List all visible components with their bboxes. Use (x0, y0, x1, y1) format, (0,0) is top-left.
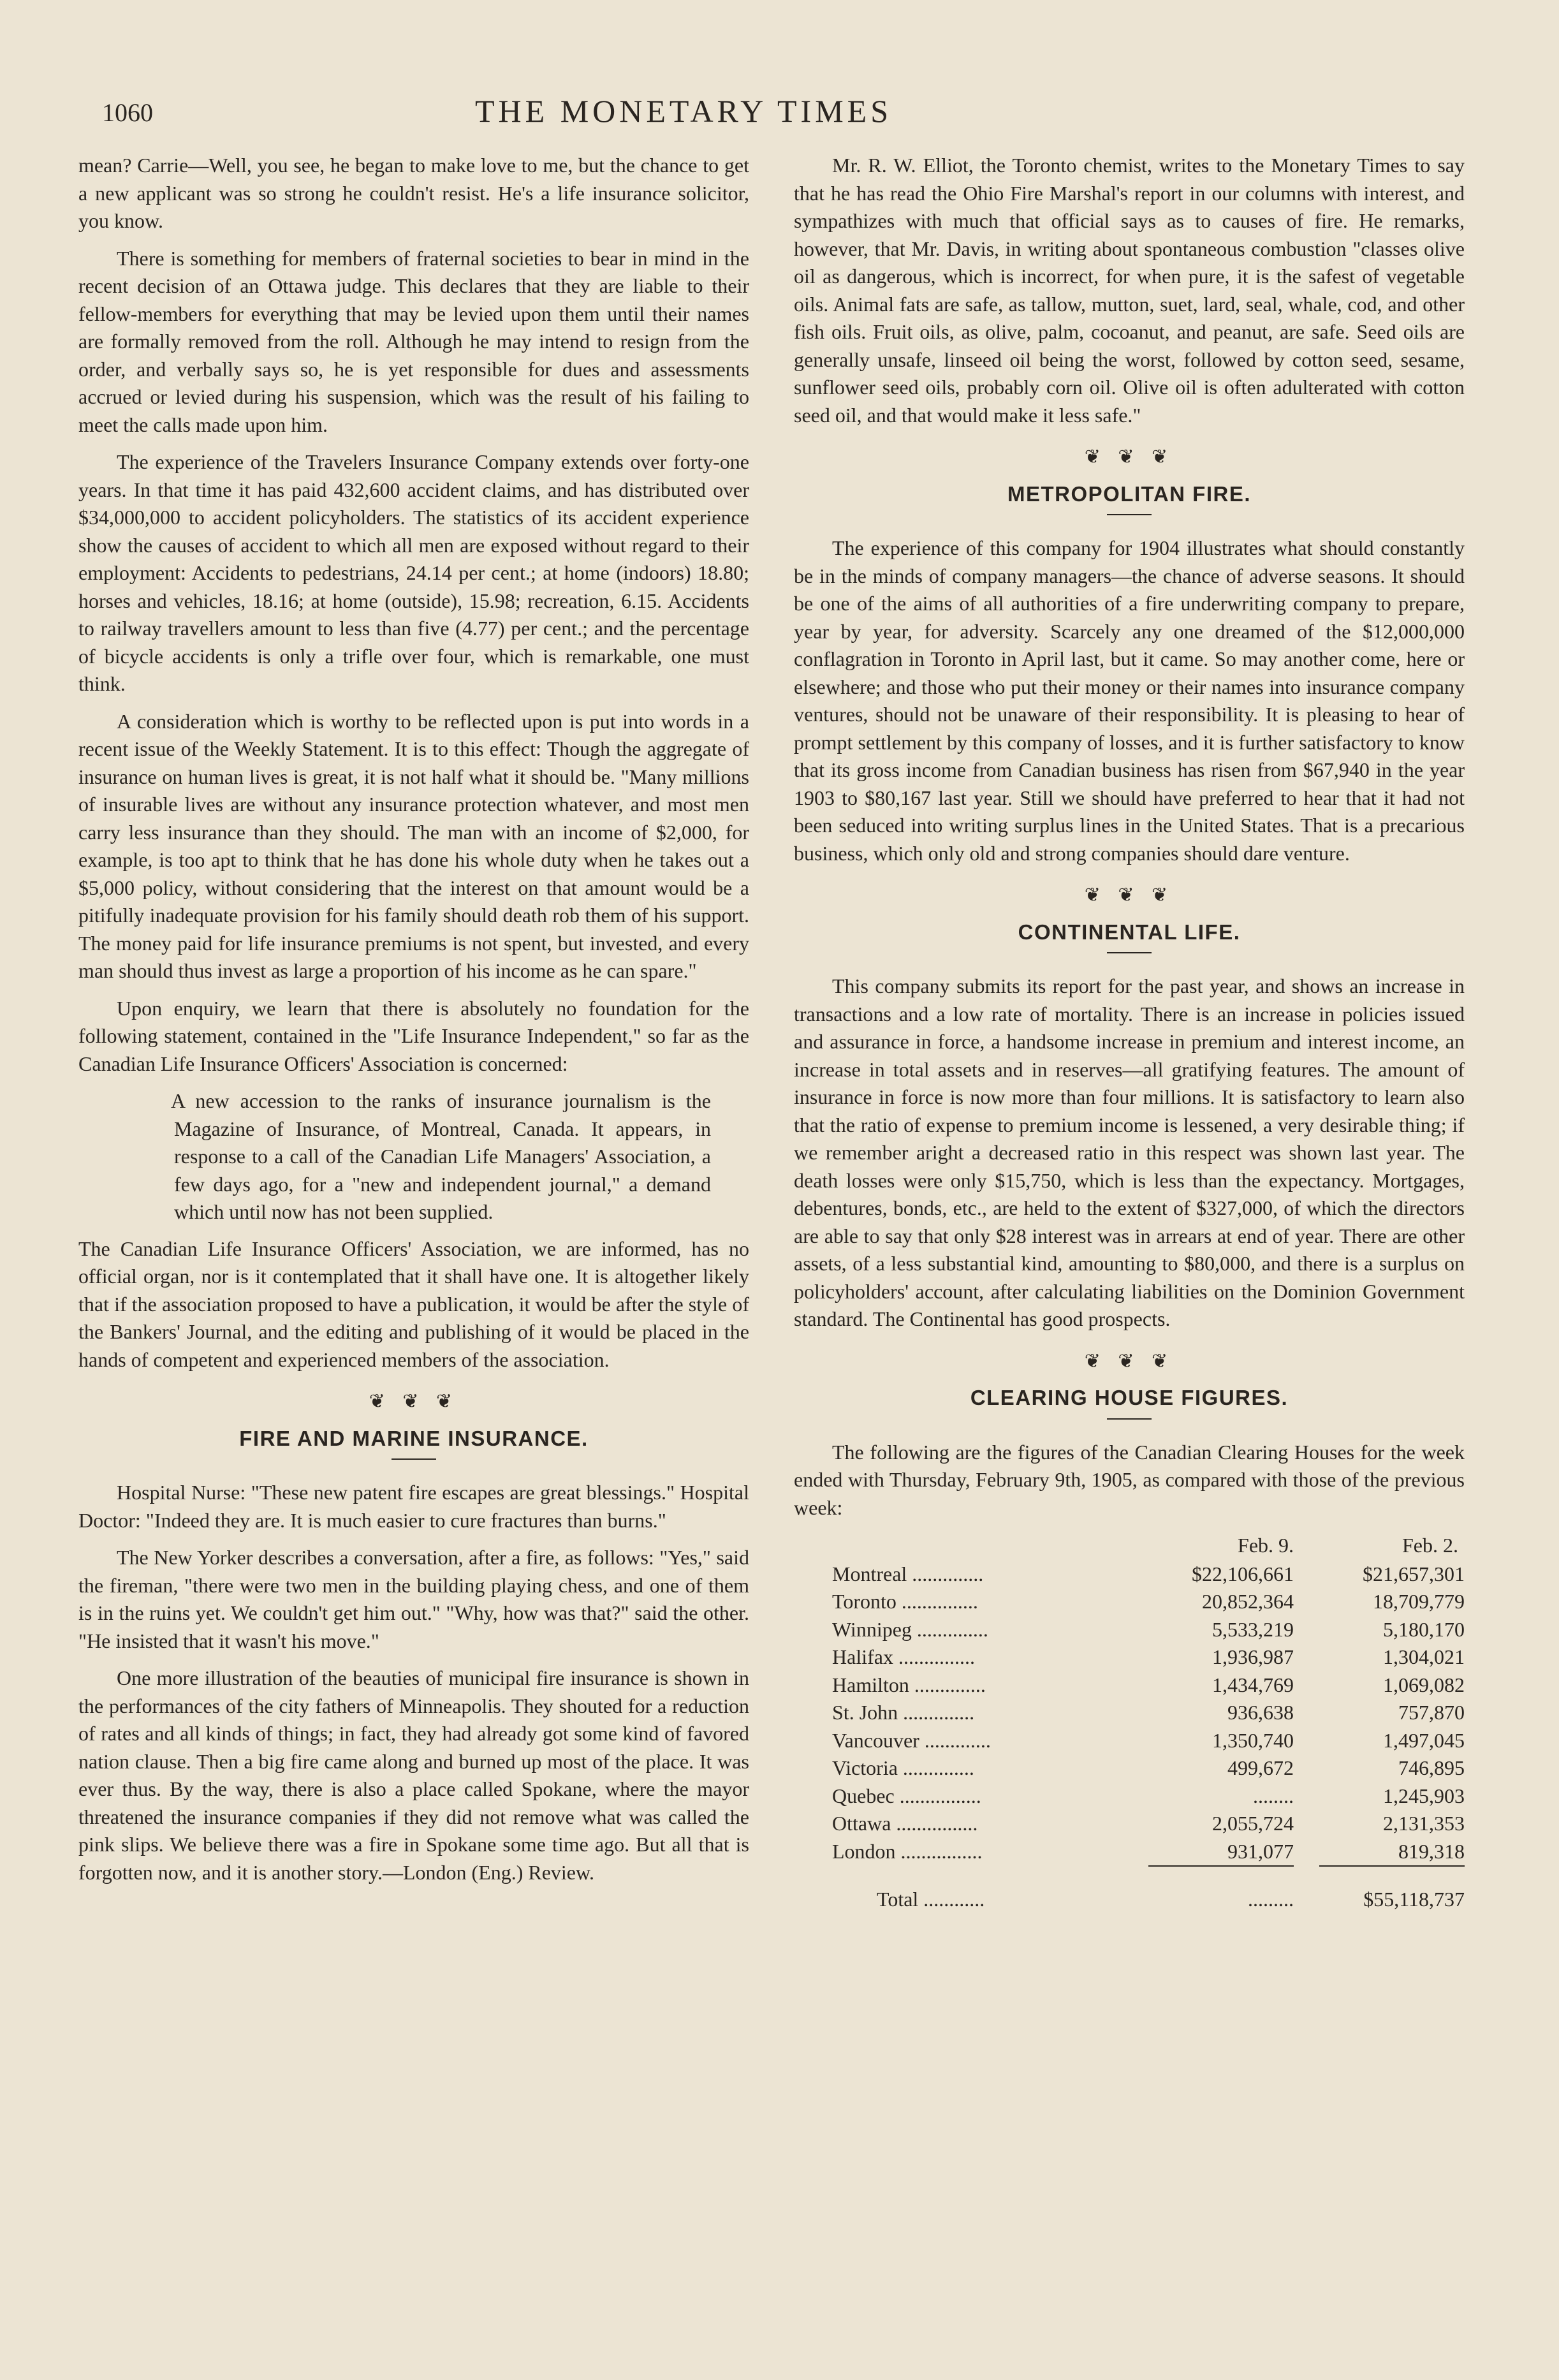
table-row (832, 1810, 1465, 1838)
city-cell: Winnipeg .............. (832, 1617, 988, 1641)
city-cell: Ottawa ................ (832, 1812, 978, 1835)
table-row (832, 1588, 1465, 1616)
paragraph: The Canadian Life Insurance Officers' Association, we are informed, has no official organ, nor is it contemplated that it shall have one. It is altogether likely that if the association proposed to have a publication, it would be after the style of the Bankers' Journal, and the editing and publishing of it would be placed in the hands of competent and experienced members of the association. (78, 1237, 749, 1371)
city-cell: St. John .............. (832, 1701, 975, 1724)
paragraph: A consideration which is worthy to be reflected upon is put into words in a recent issue of the Weekly Statement. It is to this effect: Though the aggregate of insurance on human lives is great, it is not half what it should be. "Many millions of insurable lives are without any insurance protection whatever, and most men carry less insurance than they should. The man with an income of $2,000, for example, is too apt to think that he has done his whole duty when he takes out a $5,000 policy, without considering that the interest on that amount would be a pitifully inadequate provision for his family should death rob them of his support. The money paid for life insurance premiums is not spent, but invested, and every man should thus invest as large a proportion of his income as he can spare." (78, 709, 749, 982)
feb9-cell: 931,077 (1227, 1839, 1294, 1863)
table-row (832, 1616, 1465, 1644)
column-header-feb9: Feb. 9. (1238, 1534, 1294, 1557)
feb2-cell: 5,180,170 (1383, 1617, 1465, 1641)
city-cell: Victoria .............. (832, 1756, 974, 1779)
feb2-cell: 757,870 (1398, 1701, 1465, 1724)
heading-rule (392, 1458, 436, 1460)
city-cell: Toronto ............... (832, 1590, 978, 1613)
clearing-house-table (832, 1531, 1465, 1914)
feb2-cell: 2,131,353 (1383, 1812, 1465, 1835)
heading-rule (1107, 1418, 1152, 1420)
feb9-cell: 5,533,219 (1212, 1617, 1294, 1641)
masthead: THE MONETARY TIMES (475, 93, 892, 129)
feb9-cell: 936,638 (1227, 1701, 1294, 1724)
heading-rule (1107, 952, 1152, 953)
feb2-cell: 1,304,021 (1383, 1645, 1465, 1668)
city-cell: Vancouver ............. (832, 1728, 991, 1752)
feb2-cell: 1,069,082 (1383, 1673, 1465, 1696)
feb2-cell: 819,318 (1398, 1839, 1465, 1863)
paragraph: The experience of this company for 1904 illustrates what should constantly be in the minds of company managers—the chance of adverse seasons. It should be one of the aims of all authorities of a fire underwriting company to prepare, year by year, for adversity. Scarcely any one dreamed of the $12,000,000 conflagration in Toronto in April last, but it came. So may another come, here or elsewhere; and those who put their money or their names into insurance company ventures, should not be unaware of their responsibility. It is pleasing to hear of prompt settlement by this company of losses, and it is further satisfactory to know that its gross income from Canadian business has risen from $67,940 in the year 1903 to $80,167 last year. Still we should have preferred to hear that it had not been seduced into writing surplus lines in the United States. That is a precarious business, which only old and strong companies should dare venture. (794, 536, 1465, 865)
paragraph: One more illustration of the beauties of municipal fire insurance is shown in the performances of the city fathers of Minneapolis. They shouted for a reduction of rates and all kinds of things; in fact, they had already got some kind of favored nation clause. Then a big fire came along and burned up most of the place. It was ever thus. By the way, there is also a place called Spokane, where the mayor threatened the insurance companies if they did not remove what was called the pink slips. We believe there was a fire in Spokane some time ago. But all that is forgotten now, and it is another story.—London (Eng.) Review. (78, 1666, 749, 1884)
heading-rule (1107, 514, 1152, 515)
section-ornament: ❦ ❦ ❦ (369, 1391, 459, 1412)
feb2-cell: 18,709,779 (1373, 1590, 1465, 1613)
table-row (832, 1838, 1465, 1866)
city-cell: Montreal .............. (832, 1562, 984, 1585)
feb2-cell: 1,245,903 (1383, 1784, 1465, 1807)
paragraph: The experience of the Travelers Insurance Company extends over forty-one years. In that time it has paid 432,600 accident claims, and has distributed over $34,000,000 to accident policyholders. The statistics of its accident experience show the causes of accident to which all men are exposed without regard to their employment: Accidents to pedestrians, 24.14 per cent.; at home (indoors) 18.80; horses and vehicles, 18.16; at home (outside), 15.98; recreation, 6.15. Accidents to railway travellers amount to less than five (4.77) per cent.; and the percentage of bicycle accidents is only a trifle over four, which is remarkable, one must think. (78, 450, 749, 695)
section-heading-metropolitan-fire: METROPOLITAN FIRE. (1007, 481, 1252, 506)
paragraph: mean? Carrie—Well, you see, he began to make love to me, but the chance to get a new applicant was so strong he couldn't resist. He's a life insurance solicitor, you know. (78, 154, 749, 232)
table-row (832, 1727, 1465, 1755)
table-row (832, 1754, 1465, 1782)
section-heading-clearing-house: CLEARING HOUSE FIGURES. (970, 1386, 1289, 1409)
total-feb2: $55,118,737 (1363, 1888, 1465, 1911)
city-cell: Quebec ................ (832, 1784, 981, 1807)
section-heading-fire-marine: FIRE AND MARINE INSURANCE. (239, 1426, 589, 1450)
city-cell: Hamilton .............. (832, 1673, 986, 1696)
block-quote: A new accession to the ranks of insurance journalism is the Magazine of Insurance, of Montreal, Canada. It appears, in response to a call of the Canadian Life Managers' Association, a few days ago, for a "new and independent journal," a demand which until now has not been supplied. (171, 1089, 711, 1223)
total-row (832, 1867, 1465, 1914)
total-label: Total ............ (877, 1888, 985, 1911)
table-row (832, 1782, 1465, 1811)
section-ornament: ❦ ❦ ❦ (1084, 446, 1175, 467)
paragraph: Upon enquiry, we learn that there is absolutely no foundation for the following statement, contained in the "Life Insurance Independent," so far as the Canadian Life Insurance Officers' Association is concerned: (78, 996, 749, 1075)
paragraph: Mr. R. W. Elliot, the Toronto chemist, writes to the Monetary Times to say that he has read the Ohio Fire Marshal's report in our columns with interest, and sympathizes with much that official says as to causes of fire. He remarks, however, that Mr. Davis, in writing about spontaneous combustion "classes olive oil as dangerous, which is incorrect, for when pure, it is the safest of vegetable oils. Animal fats are safe, as tallow, mutton, suet, lard, seal, whale, cod, and other fish oils. Fruit oils, as olive, palm, cocoanut, and peanut, are safe. Seed oils are generally unsafe, linseed oil being the worst, followed by cotton seed, sesame, sunflower seed oils, probably corn oil. Olive oil is often adulterated with cotton seed oil, and that would make it less safe." (794, 154, 1465, 427)
table-header-row (832, 1531, 1465, 1561)
section-ornament: ❦ ❦ ❦ (1084, 885, 1175, 906)
paragraph: This company submits its report for the past year, and shows an increase in transactions and a low rate of mortality. There is an increase in policies issued and assurance in force, a handsome increase in premium and interest income, an increase in total assets and in reserves—all gratifying features. The amount of insurance in force is now more than four millions. It is satisfactory to learn also that the ratio of expense to premium income is lessened, a very desirable thing; if we remember aright a decreased ratio in this respect was shown last year. The death losses were only $15,750, which is less than the expectancy. Mortgages, debentures, bonds, etc., are held to the extent of $327,000, of which the directors are able to say that only $28 interest was in arrears at end of year. There are other assets, of a less substantial kind, amounting to $80,000, and there is a surplus on policyholders' account, after calculating liabilities on the Dominion Government standard. The Continental has good prospects. (794, 974, 1465, 1330)
page-number: 1060 (102, 98, 153, 127)
table-row (832, 1561, 1465, 1589)
column-header-feb2: Feb. 2. (1402, 1534, 1458, 1557)
feb9-cell: 1,350,740 (1212, 1728, 1294, 1752)
section-heading-continental-life: CONTINENTAL LIFE. (1018, 920, 1241, 944)
left-column (78, 152, 749, 1896)
table-row (832, 1671, 1465, 1700)
feb9-cell: $22,106,661 (1192, 1562, 1294, 1585)
feb9-cell: 20,852,364 (1202, 1590, 1294, 1613)
paragraph: Hospital Nurse: "These new patent fire escapes are great blessings." Hospital Doctor: "Indeed they are. It is much easier to cure fractures than burns." (78, 1481, 749, 1532)
total-feb9: ......... (1248, 1888, 1294, 1911)
feb9-cell: ........ (1253, 1784, 1294, 1807)
paragraph: There is something for members of fraternal societies to bear in mind in the recent decision of an Ottawa judge. This declares that they are liable to their fellow-members for everything that may be levied upon them until their names are formally removed from the roll. Although he may intend to resign from the order, and verbally says so, he is yet responsible for dues and assessments accrued or levied during his suspension, which was the result of his failing to meet the calls made upon him. (78, 246, 749, 436)
feb2-cell: 1,497,045 (1383, 1728, 1465, 1752)
feb9-cell: 1,434,769 (1212, 1673, 1294, 1696)
section-ornament: ❦ ❦ ❦ (1084, 1350, 1175, 1372)
feb2-cell: 746,895 (1398, 1756, 1465, 1779)
page-header (102, 86, 1046, 137)
right-column (794, 152, 1465, 1914)
feb2-cell: $21,657,301 (1363, 1562, 1465, 1585)
table-row (832, 1643, 1465, 1671)
paragraph: The New Yorker describes a conversation, after a fire, as follows: "Yes," said the fireman, "there were two men in the building playing chess, and one of them is in the ruins yet. We couldn't get him out." "Why, how was that?" said the other. "He insisted that it wasn't his move." (78, 1546, 749, 1652)
feb9-cell: 1,936,987 (1212, 1645, 1294, 1668)
table-row (832, 1699, 1465, 1727)
paragraph: The following are the figures of the Canadian Clearing Houses for the week ended with Thursday, February 9th, 1905, as compared with those of the previous week: (794, 1440, 1465, 1519)
city-cell: London ................ (832, 1839, 983, 1863)
city-cell: Halifax ............... (832, 1645, 975, 1668)
feb9-cell: 499,672 (1227, 1756, 1294, 1779)
feb9-cell: 2,055,724 (1212, 1812, 1294, 1835)
